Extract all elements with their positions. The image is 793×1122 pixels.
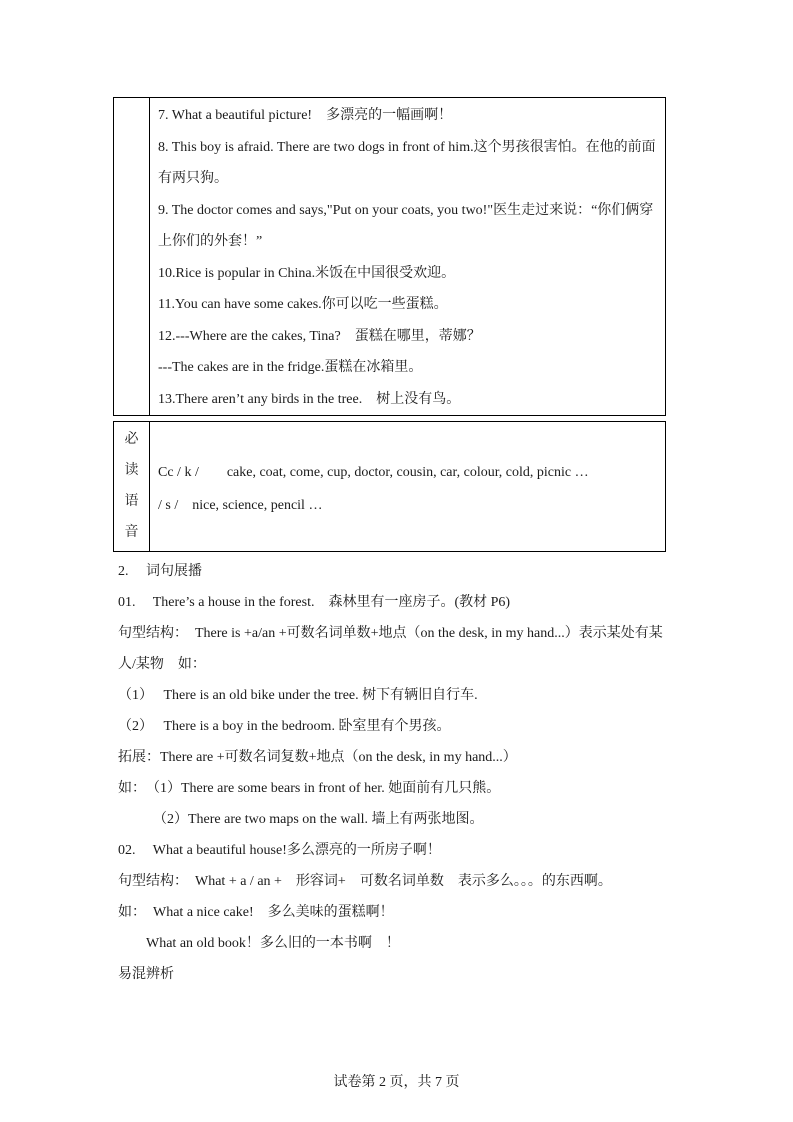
- sentence-line: 7. What a beautiful picture! 多漂亮的一幅画啊！: [158, 108, 453, 123]
- phonics-line: Cc / k / cake, coat, come, cup, doctor, cousin, car, colour, cold, picnic …: [158, 465, 589, 480]
- body-line: 拓展：There are +可数名词复数+地点（on the desk, in my hand...）: [118, 750, 517, 765]
- phonics-table-content-cell: [150, 422, 665, 551]
- phonics-header-char: 读: [124, 463, 139, 478]
- body-line: 句型结构： There is +a/an +可数名词单数+地点（on the desk, in my hand...）表示某处有某: [118, 626, 663, 641]
- body-line: 2. 词句展播: [118, 564, 202, 579]
- phonics-header-char: 必: [124, 432, 139, 447]
- lesson-notes-section: [118, 556, 778, 990]
- body-line: 句型结构： What + a / an + 形容词+ 可数名词单数 表示多么。。。的东西啊。: [118, 874, 612, 889]
- phonics-table: [113, 421, 666, 552]
- page-footer: [0, 1072, 793, 1094]
- phonics-header-char: 音: [124, 525, 139, 540]
- body-line: 人/某物 如：: [118, 657, 206, 672]
- sentence-line: 10.Rice is popular in China.米饭在中国很受欢迎。: [158, 265, 456, 281]
- body-line: What an old book！多么旧的一本书啊 ！: [118, 936, 400, 951]
- phonics-header-char: 语: [124, 494, 139, 509]
- sentence-line: 13.There aren’t any birds in the tree. 树上没有鸟。: [158, 391, 461, 407]
- page-indicator: 试卷第 2 页，共 7 页: [333, 1075, 460, 1090]
- body-line: 如： （1）There are some bears in front of her. 她面前有几只熊。: [118, 781, 501, 796]
- sentence-table-content-cell: [150, 98, 665, 415]
- body-line: 02. What a beautiful house!多么漂亮的一所房子啊！: [118, 843, 441, 858]
- sentence-line: 9. The doctor comes and says,"Put on your coats, you two!"医生走过来说：“你们俩穿: [158, 202, 654, 218]
- sentence-line: 12.---Where are the cakes, Tina? 蛋糕在哪里，蒂娜？: [158, 328, 481, 344]
- body-line: 如： What a nice cake! 多么美味的蛋糕啊！: [118, 905, 394, 920]
- sentence-line: ---The cakes are in the fridge.蛋糕在冰箱里。: [158, 360, 423, 375]
- body-line: 01. There’s a house in the forest. 森林里有一座房子。(教材 P6): [118, 595, 511, 610]
- body-line: （2）There are two maps on the wall. 墙上有两张地图。: [118, 812, 484, 827]
- body-line: （2） There is a boy in the bedroom. 卧室里有个男孩。: [118, 719, 451, 734]
- phonics-line: / s / nice, science, pencil …: [158, 498, 323, 513]
- body-line: 易混辨析: [118, 967, 174, 982]
- phonics-table-header: [114, 422, 150, 551]
- sentence-line: 有两只狗。: [158, 171, 228, 186]
- sentence-line: 11.You can have some cakes.你可以吃一些蛋糕。: [158, 297, 448, 312]
- sentence-line: 上你们的外套！”: [158, 234, 263, 249]
- sentence-table: [113, 97, 666, 416]
- body-line: （1） There is an old bike under the tree. 树下有辆旧自行车.: [118, 688, 478, 703]
- sentence-table-stub-column: [114, 98, 150, 415]
- sentence-line: 8. This boy is afraid. There are two dogs in front of him.这个男孩很害怕。在他的前面: [158, 139, 656, 155]
